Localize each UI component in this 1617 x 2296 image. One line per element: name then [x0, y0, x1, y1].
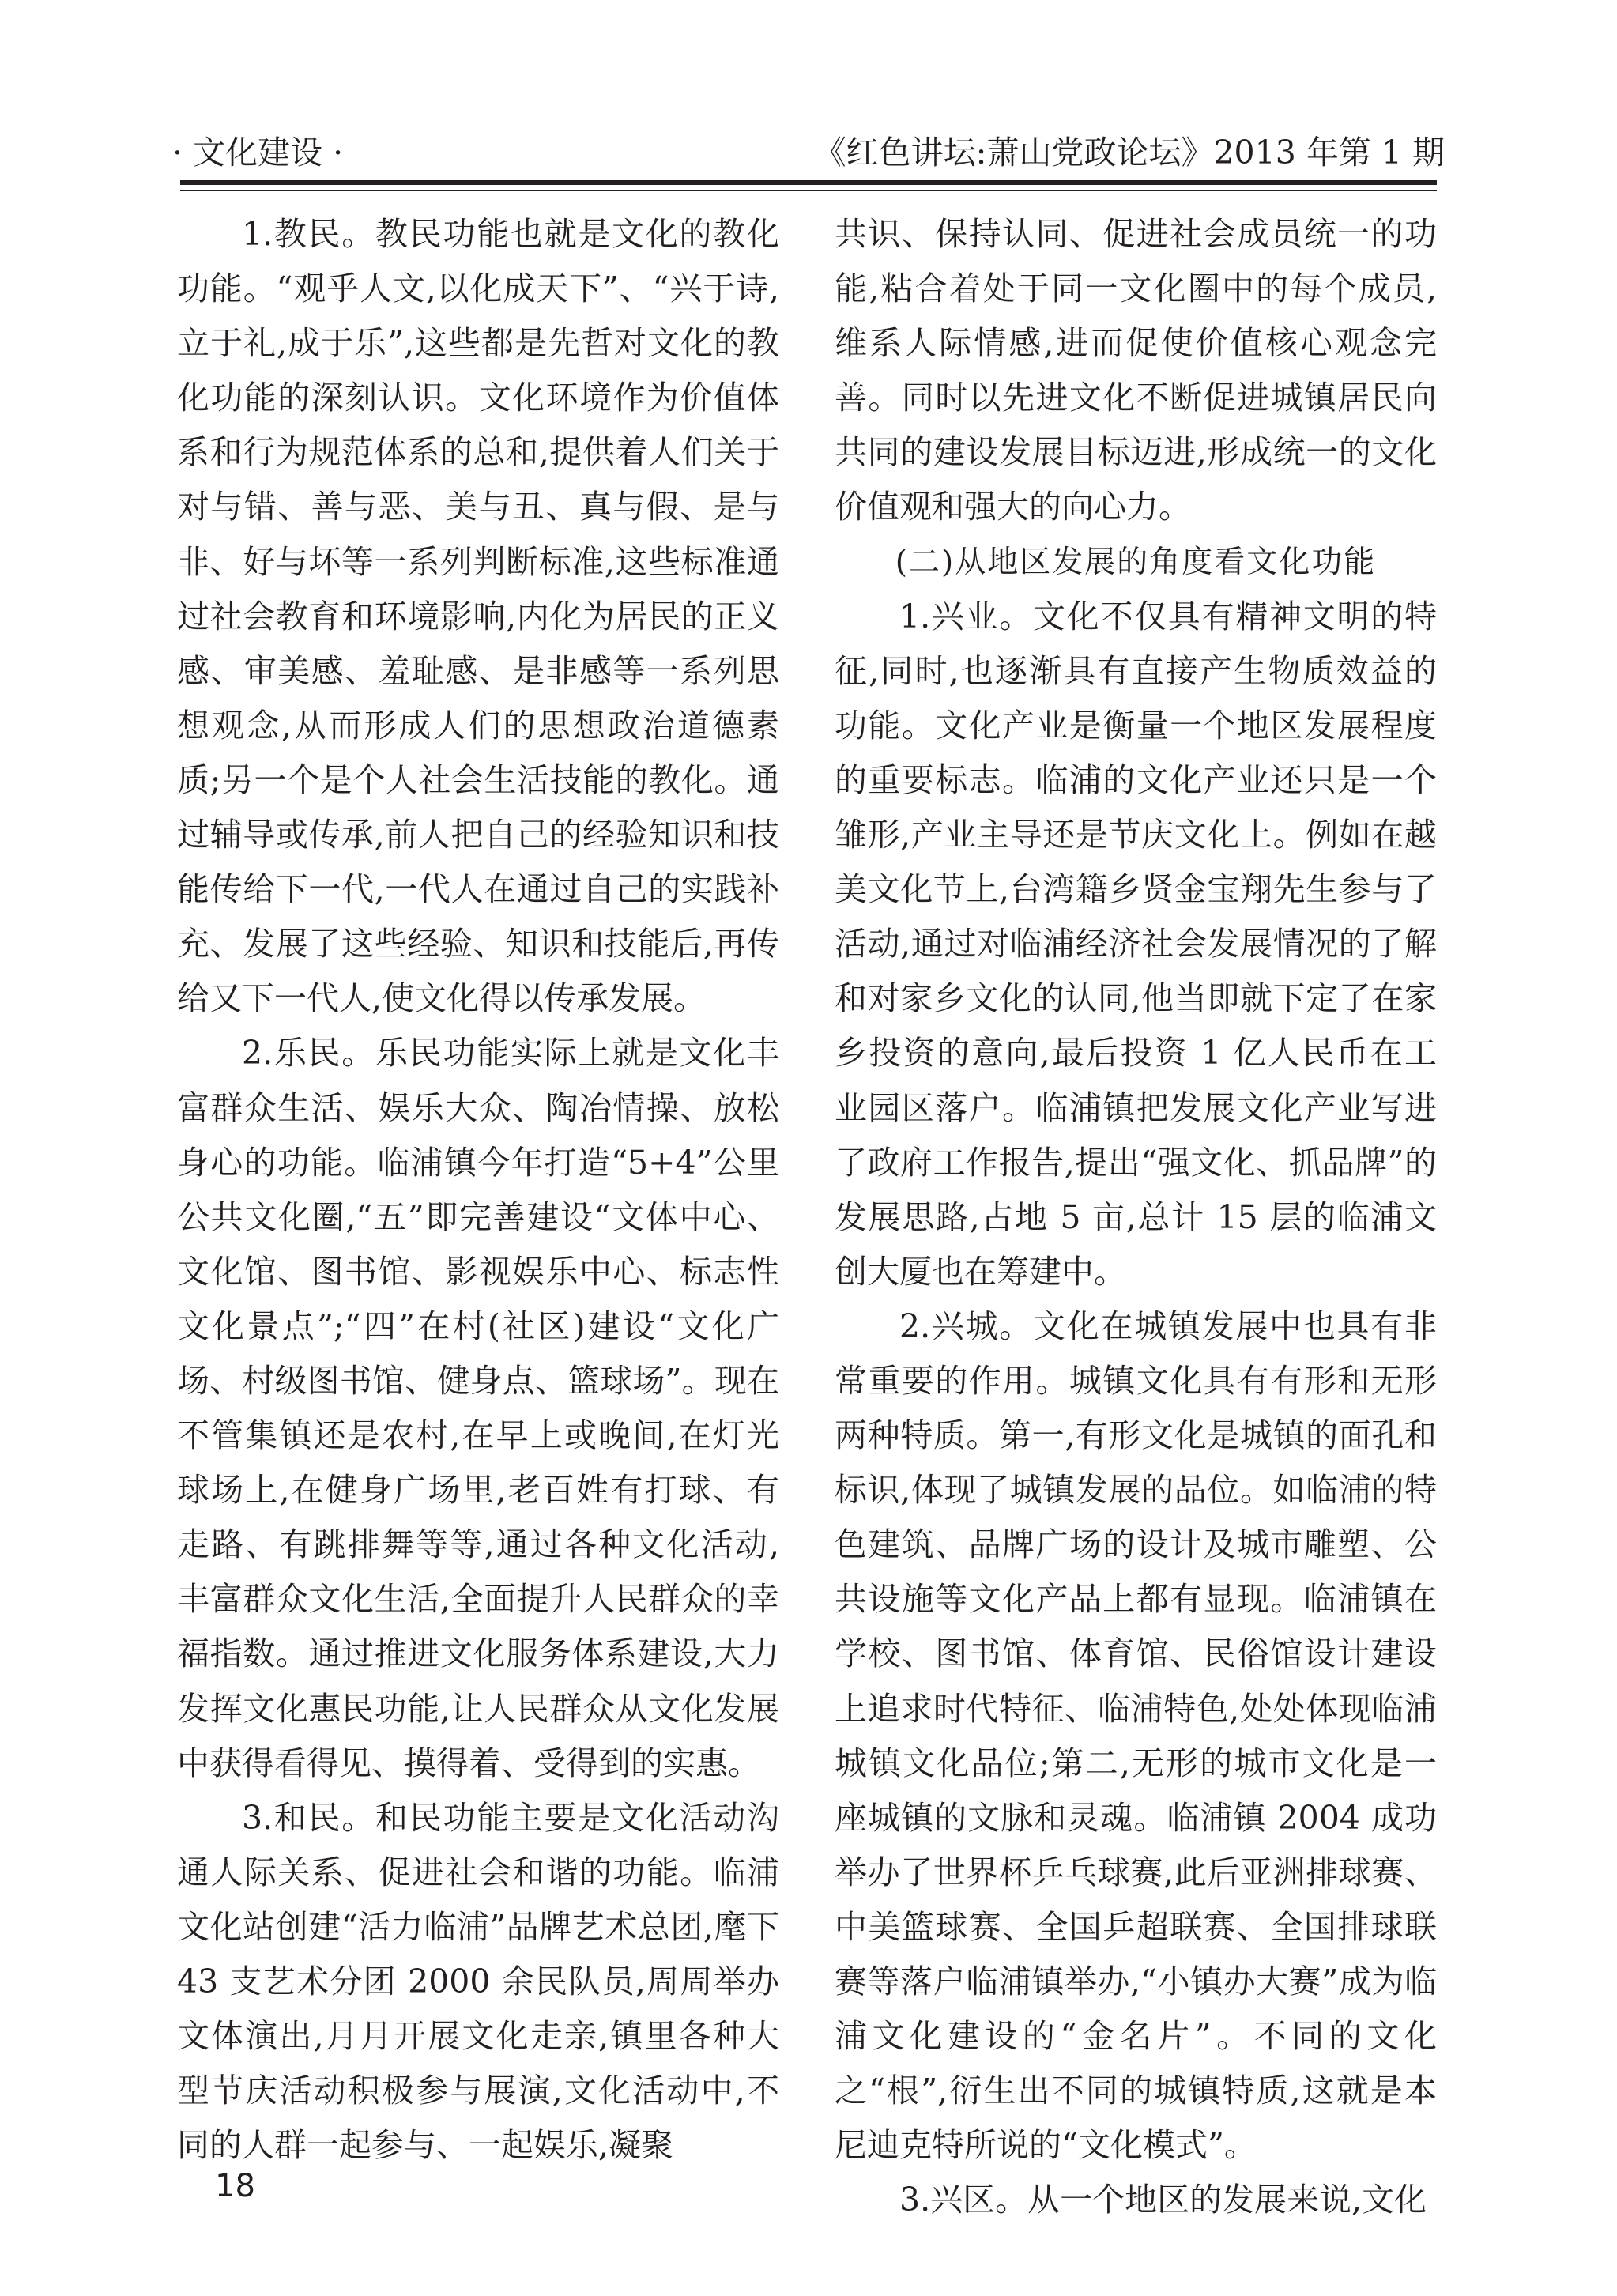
page-number: 18	[215, 2168, 255, 2204]
journal-issue: 《红色讲坛:萧山党政论坛》2013 年第 1 期	[813, 134, 1445, 172]
paragraph-xingqu: 3.兴区。从一个地区的发展来说,文化	[899, 2181, 1427, 2219]
section-subheading: (二)从地区发展的角度看文化功能	[895, 544, 1377, 580]
paragraph-xingcheng: 2.兴城。文化在城镇发展中也具有非常重要的作用。城镇文化具有有形和无形两种特质。第一,有形文化是城镇的面孔和标识,体现了城镇发展的品位。如临浦的特色建筑、品牌广场的设计及城市雕塑、公共设施等文化产品上都有显现。临浦镇在学校、图书馆、体育馆、民俗馆设计建设上追求时代特征、临浦特色,处处体现临浦城镇文化品位;第二,无形的城市文化是一座城镇的文脉和灵魂。临浦镇 2004 成功举办了世界杯乒乓球赛,此后亚洲排球赛、中美篮球赛、全国乒超联赛、全国排球联赛等落户临浦镇举办,“小镇办大赛”成为临浦文化建设的“金名片”。不同的文化之“根”,衍生出不同的城镇特质,这就是本尼迪克特所说的“文化模式”。	[835, 1306, 1437, 2165]
right-column	[835, 207, 1437, 2227]
paragraph-hemin: 3.和民。和民功能主要是文化活动沟通人际关系、促进社会和谐的功能。临浦文化站创建“活力临浦”品牌艺术总团,麾下 43 支艺术分团 2000 余民队员,周周举办文体演出,月月开展文化走亲,镇里各种大型节庆活动积极参与展演,文化活动中,不同的人群一起参与、一起娱乐,凝聚	[177, 1798, 779, 2165]
header-rule-thick	[180, 180, 1437, 185]
paragraph-hemin-continued: 共识、保持认同、促进社会成员统一的功能,粘合着处于同一文化圈中的每个成员,维系人际情感,进而促使价值核心观念完善。同时以先进文化不断促进城镇居民向共同的建设发展目标迈进,形成统一的文化价值观和强大的向心力。	[835, 215, 1437, 526]
paragraph-xingye: 1.兴业。文化不仅具有精神文明的特征,同时,也逐渐具有直接产生物质效益的功能。文化产业是衡量一个地区发展程度的重要标志。临浦的文化产业还只是一个雏形,产业主导还是节庆文化上。例如在越美文化节上,台湾籍乡贤金宝翔先生参与了活动,通过对临浦经济社会发展情况的了解和对家乡文化的认同,他当即就下定了在家乡投资的意向,最后投资 1 亿人民币在工业园区落户。临浦镇把发展文化产业写进了政府工作报告,提出“强文化、抓品牌”的发展思路,占地 5 亩,总计 15 层的临浦文创大厦也在筹建中。	[835, 597, 1437, 1291]
paragraph-jiaomin: 1.教民。教民功能也就是文化的教化功能。“观乎人文,以化成天下”、“兴于诗,立于礼,成于乐”,这些都是先哲对文化的教化功能的深刻认识。文化环境作为价值体系和行为规范体系的总和,提供着人们关于对与错、善与恶、美与丑、真与假、是与非、好与坏等一系列判断标准,这些标准通过社会教育和环境影响,内化为居民的正义感、审美感、羞耻感、是非感等一系列思想观念,从而形成人们的思想政治道德素质;另一个是个人社会生活技能的教化。通过辅导或传承,前人把自己的经验知识和技能传给下一代,一代人在通过自己的实践补充、发展了这些经验、知识和技能后,再传给又下一代人,使文化得以传承发展。	[177, 215, 779, 1018]
header-rule-thin	[180, 190, 1437, 191]
paragraph-lemin: 2.乐民。乐民功能实际上就是文化丰富群众生活、娱乐大众、陶冶情操、放松身心的功能。临浦镇今年打造“5+4”公里公共文化圈,“五”即完善建设“文体中心、文化馆、图书馆、影视娱乐中心、标志性文化景点”;“四”在村(社区)建设“文化广场、村级图书馆、健身点、篮球场”。现在不管集镇还是农村,在早上或晚间,在灯光球场上,在健身广场里,老百姓有打球、有走路、有跳排舞等等,通过各种文化活动,丰富群众文化生活,全面提升人民群众的幸福指数。通过推进文化服务体系建设,大力发挥文化惠民功能,让人民群众从文化发展中获得看得见、摸得着、受得到的实惠。	[177, 1034, 779, 1782]
section-title: · 文化建设 ·	[172, 134, 344, 172]
left-column	[177, 207, 779, 2173]
